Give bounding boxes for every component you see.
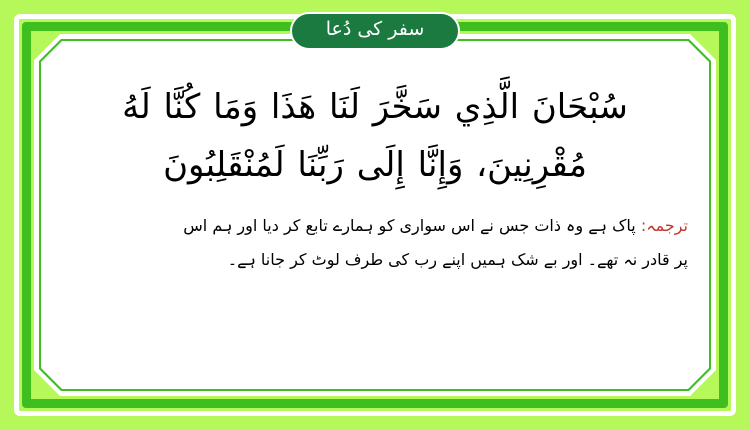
urdu-line-2: پر قادر نہ تھے۔ اور بے شک ہمیں اپنے رب کی طرف لوٹ کر جانا ہے۔ — [227, 249, 688, 269]
arabic-text-block — [52, 62, 698, 195]
arabic-line-1: سُبْحَانَ الَّذِي سَخَّرَ لَنَا هَذَا وَمَا كُنَّا لَهُ — [122, 87, 628, 127]
arabic-line-2: مُقْرِنِينَ، وَإِنَّا إِلَى رَبِّنَا لَمُنْقَلِبُونَ — [163, 145, 587, 186]
title-badge — [290, 12, 460, 50]
page-title: سفر کی دُعا — [325, 18, 425, 40]
translation-label: ترجمہ: — [640, 215, 688, 235]
urdu-translation-block — [52, 195, 698, 276]
urdu-line-1-text: پاک ہے وہ ذات جس نے اس سواری کو ہمارے تابع کر دیا اور ہم اس — [183, 215, 636, 235]
dua-content — [52, 62, 698, 378]
urdu-line-1 — [62, 209, 688, 243]
